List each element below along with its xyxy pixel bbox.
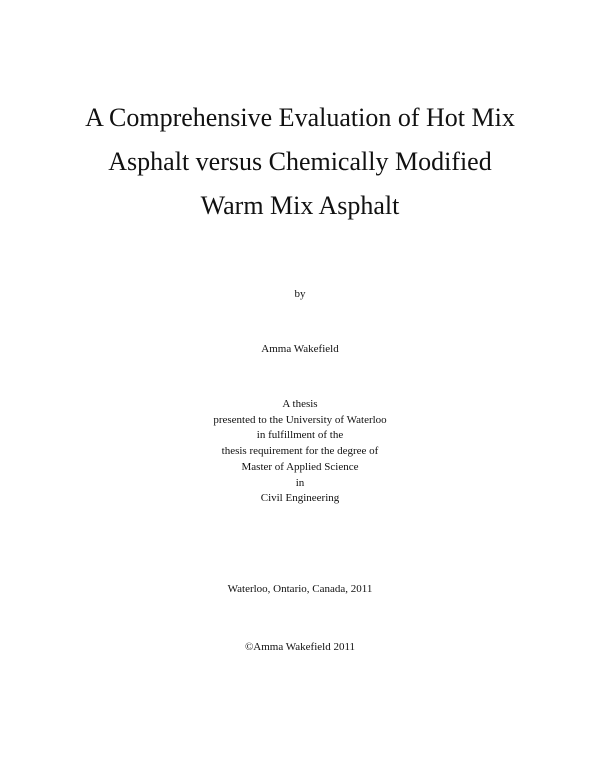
- thesis-statement-line-3: in fulfillment of the: [256, 429, 344, 442]
- thesis-statement-line-4: thesis requirement for the degree of: [221, 445, 379, 458]
- thesis-statement-line-6: in: [295, 476, 305, 489]
- copyright-notice: ©Amma Wakefield 2011: [244, 641, 356, 653]
- thesis-statement-line-7: Civil Engineering: [260, 492, 340, 505]
- title-line-1: A Comprehensive Evaluation of Hot Mix: [85, 103, 515, 132]
- thesis-statement-line-5: Master of Applied Science: [241, 460, 359, 473]
- thesis-statement: [0, 397, 600, 507]
- thesis-title: [0, 96, 600, 228]
- location-year: Waterloo, Ontario, Canada, 2011: [227, 583, 373, 595]
- thesis-statement-line-2: presented to the University of Waterloo: [213, 413, 387, 426]
- thesis-statement-line-1: A thesis: [282, 398, 318, 410]
- title-line-3: Warm Mix Asphalt: [200, 191, 400, 220]
- author-name: Amma Wakefield: [261, 343, 339, 355]
- by-label: by: [294, 288, 306, 300]
- title-line-2: Asphalt versus Chemically Modified: [108, 147, 492, 176]
